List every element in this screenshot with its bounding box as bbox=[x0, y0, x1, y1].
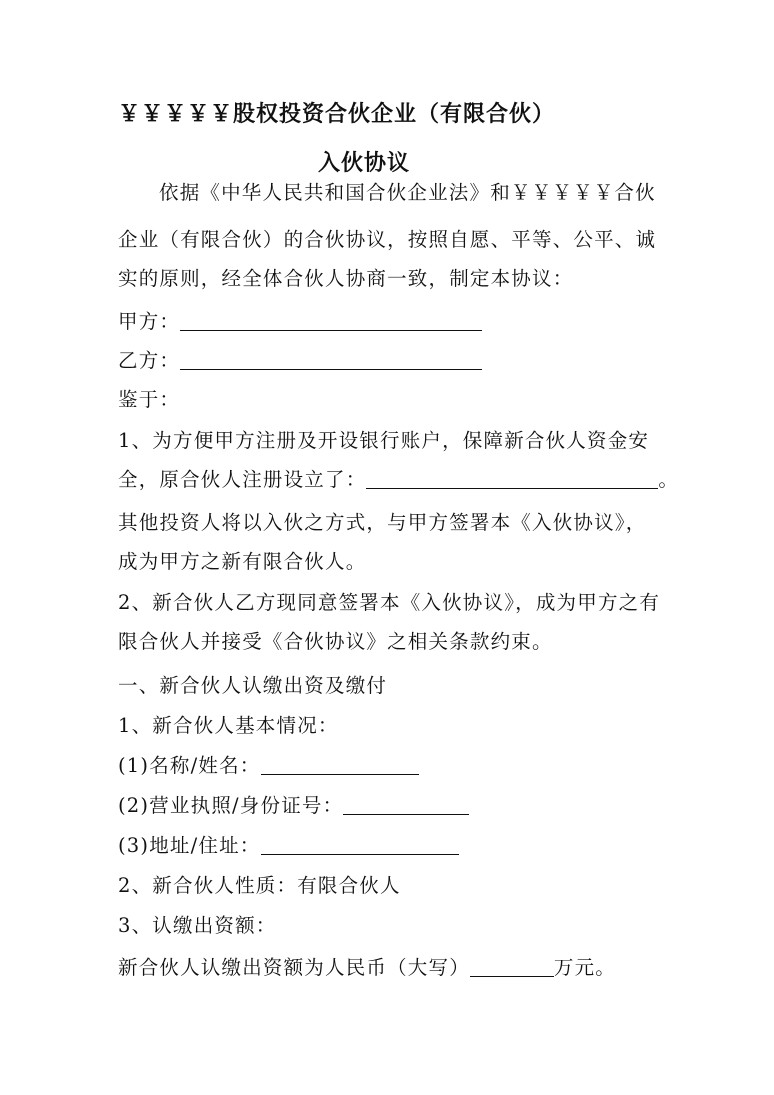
field-name-label: (1)名称/姓名： bbox=[118, 754, 261, 777]
amount-suffix: 万元。 bbox=[553, 956, 617, 979]
clause2-line-1: 2、新合伙人乙方现同意签署本《入伙协议》，成为甲方之有 bbox=[118, 591, 661, 614]
clause1-line-2-text: 全，原合伙人注册设立了： bbox=[118, 468, 367, 491]
intro-line-1: 依据《中华人民共和国合伙企业法》和￥￥￥￥￥合伙 bbox=[159, 181, 656, 204]
field-license-blank[interactable] bbox=[343, 794, 469, 815]
intro-line-3: 实的原则，经全体合伙人协商一致，制定本协议： bbox=[118, 267, 574, 290]
clause1-line-4: 成为甲方之新有限合伙人。 bbox=[118, 550, 367, 573]
field-address-row bbox=[118, 833, 459, 859]
amount-prefix: 新合伙人认缴出资额为人民币（大写） bbox=[118, 956, 470, 979]
basic-info-heading: 1、新合伙人基本情况： bbox=[118, 714, 339, 737]
party-a-label: 甲方： bbox=[118, 310, 181, 333]
field-address-label: (3)地址/住址： bbox=[118, 834, 261, 857]
registered-entity-blank[interactable] bbox=[366, 468, 658, 489]
document-title: ￥￥￥￥￥股权投资合伙企业（有限合伙） bbox=[118, 101, 556, 127]
field-name-blank[interactable] bbox=[261, 754, 419, 775]
whereas-label: 鉴于： bbox=[118, 388, 181, 411]
party-a-row bbox=[118, 309, 482, 335]
section1-heading: 一、新合伙人认缴出资及缴付 bbox=[118, 674, 388, 697]
party-b-row bbox=[118, 348, 482, 374]
field-license-row bbox=[118, 793, 469, 819]
party-b-blank[interactable] bbox=[180, 349, 482, 370]
clause2-line-2: 限合伙人并接受《合伙协议》之相关条款约束。 bbox=[118, 630, 553, 653]
party-b-label: 乙方： bbox=[118, 349, 181, 372]
amount-blank[interactable] bbox=[470, 956, 554, 977]
field-name-row bbox=[118, 753, 419, 779]
party-a-blank[interactable] bbox=[180, 310, 482, 331]
field-address-blank[interactable] bbox=[261, 834, 459, 855]
clause1-line-2-end: 。 bbox=[658, 468, 680, 491]
clause1-line-2 bbox=[118, 467, 679, 493]
subscription-heading: 3、认缴出资额： bbox=[118, 914, 277, 937]
partner-nature-line: 2、新合伙人性质：有限合伙人 bbox=[118, 874, 401, 897]
clause1-line-1: 1、为方便甲方注册及开设银行账户，保障新合伙人资金安 bbox=[118, 429, 650, 452]
document-subtitle: 入伙协议 bbox=[318, 150, 411, 176]
intro-line-2: 企业（有限合伙）的合伙协议，按照自愿、平等、公平、诚 bbox=[118, 228, 657, 251]
subscription-amount-row bbox=[118, 955, 616, 981]
field-license-label: (2)营业执照/身份证号： bbox=[118, 794, 344, 817]
clause1-line-3: 其他投资人将以入伙之方式，与甲方签署本《入伙协议》， bbox=[118, 511, 647, 534]
